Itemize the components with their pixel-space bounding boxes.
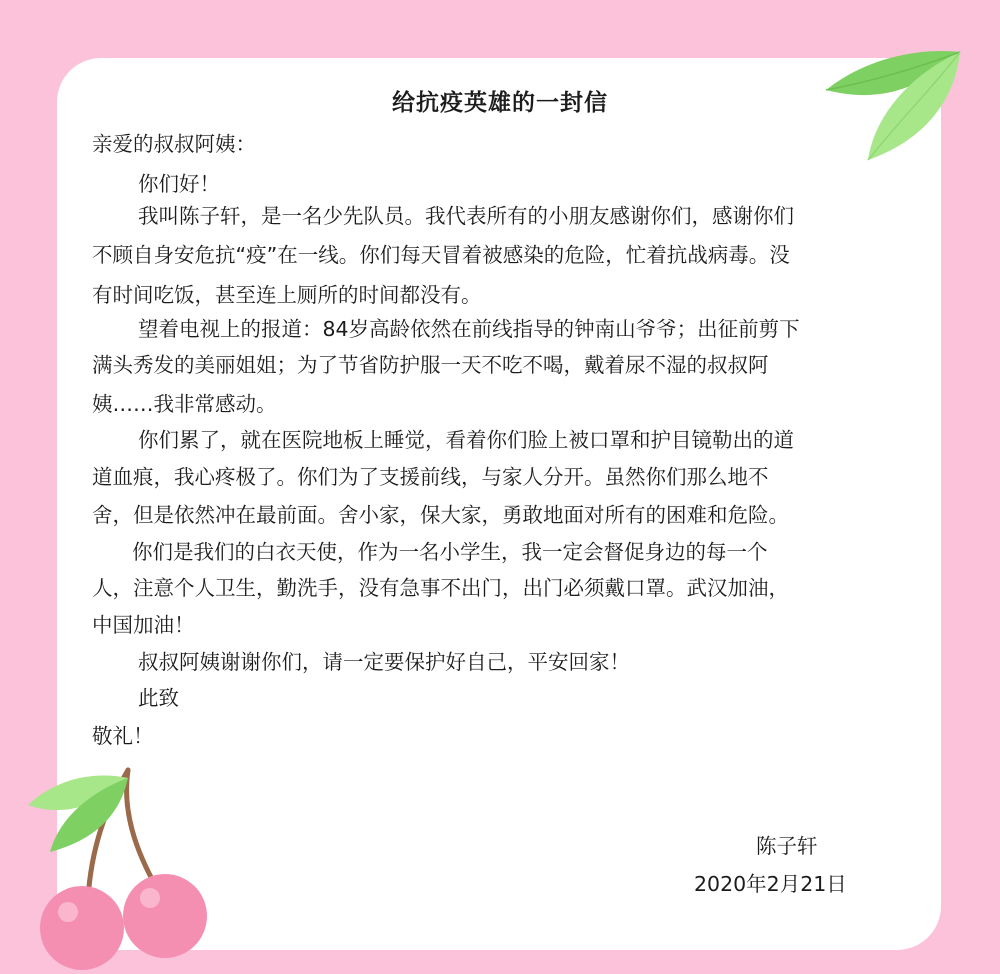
salutation: 亲爱的叔叔阿姨： (92, 132, 256, 156)
greeting: 你们好！ (138, 172, 220, 196)
cherry-icon (123, 874, 207, 958)
body-line: 你们是我们的白衣天使，作为一名小学生，我一定会督促身边的每一个 (132, 540, 768, 564)
body-line: 道血痕，我心疼极了。你们为了支援前线，与家人分开。虽然你们那么地不 (92, 465, 769, 489)
body-line: 我叫陈子轩，是一名少先队员。我代表所有的小朋友感谢你们，感谢你们 (138, 204, 794, 228)
body-line: 满头秀发的美丽姐姐；为了节省防护服一天不吃不喝，戴着尿不湿的叔叔阿 (92, 353, 769, 377)
cherry-icon (40, 886, 124, 970)
body-line: 有时间吃饭，甚至连上厕所的时间都没有。 (92, 283, 482, 307)
body-line: 姨……我非常感动。 (92, 392, 277, 416)
letter-title: 给抗疫英雄的一封信 (392, 90, 608, 116)
body-line: 人，注意个人卫生，勤洗手，没有急事不出门，出门必须戴口罩。武汉加油， (92, 576, 789, 600)
signature: 陈子轩 (756, 834, 818, 858)
body-line: 舍，但是依然冲在最前面。舍小家，保大家，勇敢地面对所有的困难和危险。 (92, 503, 789, 527)
closing-line: 敬礼！ (92, 724, 154, 748)
body-line: 你们累了，就在医院地板上睡觉，看着你们脸上被口罩和护目镜勒出的道 (138, 428, 794, 452)
closing-line: 此致 (138, 686, 179, 710)
body-line: 中国加油！ (92, 613, 195, 637)
body-line: 望着电视上的报道：84岁高龄依然在前线指导的钟南山爷爷；出征前剪下 (138, 317, 800, 341)
body-line: 不顾自身安危抗“疫”在一线。你们每天冒着被感染的危险，忙着抗战病毒。没 (92, 243, 790, 267)
body-line: 叔叔阿姨谢谢你们，请一定要保护好自己，平安回家！ (138, 650, 630, 674)
date: 2020年2月21日 (694, 872, 847, 896)
